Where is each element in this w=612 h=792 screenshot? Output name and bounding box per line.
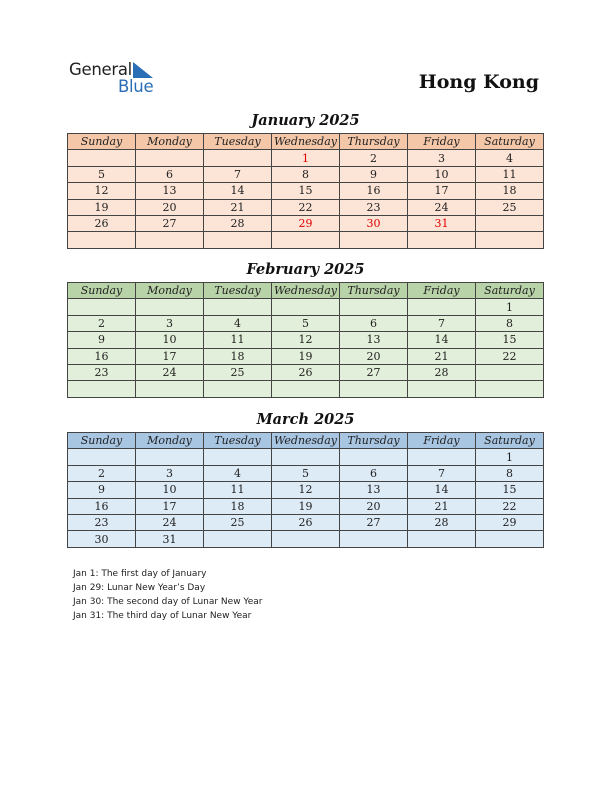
day-cell: 14 — [204, 183, 272, 199]
empty-day-cell — [68, 232, 136, 248]
empty-day-cell — [136, 150, 204, 166]
week-row — [68, 465, 544, 481]
day-cell: 8 — [476, 465, 544, 481]
day-cell: 13 — [340, 332, 408, 348]
weekday-header: Monday — [136, 134, 204, 150]
day-cell: 15 — [476, 332, 544, 348]
day-cell: 27 — [136, 215, 204, 231]
country-title: Hong Kong — [418, 71, 539, 93]
week-row — [68, 215, 544, 231]
day-cell: 18 — [204, 498, 272, 514]
week-row — [68, 183, 544, 199]
logo-word-blue: Blue — [118, 77, 154, 96]
week-row — [68, 364, 544, 380]
weekday-header: Sunday — [68, 134, 136, 150]
day-cell: 7 — [204, 166, 272, 182]
week-row — [68, 482, 544, 498]
day-cell: 26 — [68, 215, 136, 231]
day-cell: 27 — [340, 514, 408, 530]
day-cell: 3 — [136, 315, 204, 331]
empty-day-cell — [272, 531, 340, 547]
day-cell: 16 — [68, 498, 136, 514]
weekday-header: Saturday — [476, 134, 544, 150]
empty-day-cell — [68, 299, 136, 315]
empty-day-cell — [204, 449, 272, 465]
week-row — [68, 150, 544, 166]
week-row — [68, 381, 544, 397]
empty-day-cell — [476, 232, 544, 248]
day-cell: 28 — [408, 514, 476, 530]
holiday-note: Jan 1: The first day of January — [73, 569, 207, 579]
day-cell: 1 — [476, 449, 544, 465]
empty-day-cell — [272, 449, 340, 465]
empty-day-cell — [476, 531, 544, 547]
day-cell: 15 — [272, 183, 340, 199]
weekday-header: Saturday — [476, 433, 544, 449]
day-cell: 16 — [68, 348, 136, 364]
empty-day-cell — [136, 299, 204, 315]
day-cell: 14 — [408, 482, 476, 498]
weekday-header-row — [68, 134, 544, 150]
day-cell: 16 — [340, 183, 408, 199]
day-cell: 30 — [68, 531, 136, 547]
day-cell: 29 — [272, 215, 340, 231]
day-cell: 11 — [204, 482, 272, 498]
day-cell: 12 — [272, 332, 340, 348]
day-cell: 22 — [272, 199, 340, 215]
empty-day-cell — [204, 232, 272, 248]
weekday-header: Sunday — [68, 283, 136, 299]
empty-day-cell — [476, 381, 544, 397]
week-row — [68, 348, 544, 364]
logo-word-general: General — [69, 60, 132, 79]
week-row — [68, 531, 544, 547]
day-cell: 17 — [408, 183, 476, 199]
empty-day-cell — [272, 232, 340, 248]
day-cell: 19 — [68, 199, 136, 215]
empty-day-cell — [272, 381, 340, 397]
day-cell: 30 — [340, 215, 408, 231]
day-cell: 4 — [204, 315, 272, 331]
calendar-march — [67, 432, 544, 548]
weekday-header-row — [68, 433, 544, 449]
empty-day-cell — [136, 232, 204, 248]
day-cell: 24 — [136, 514, 204, 530]
day-cell: 20 — [136, 199, 204, 215]
empty-day-cell — [340, 232, 408, 248]
day-cell: 4 — [476, 150, 544, 166]
day-cell: 27 — [340, 364, 408, 380]
week-row — [68, 449, 544, 465]
day-cell: 18 — [476, 183, 544, 199]
day-cell: 24 — [136, 364, 204, 380]
holiday-note: Jan 29: Lunar New Year’s Day — [73, 583, 206, 593]
day-cell: 20 — [340, 498, 408, 514]
day-cell: 21 — [204, 199, 272, 215]
month-title-march: March 2025 — [256, 411, 355, 428]
day-cell: 9 — [68, 332, 136, 348]
empty-day-cell — [68, 150, 136, 166]
empty-day-cell — [408, 381, 476, 397]
day-cell: 5 — [68, 166, 136, 182]
day-cell: 28 — [204, 215, 272, 231]
day-cell: 12 — [68, 183, 136, 199]
weekday-header-row — [68, 283, 544, 299]
empty-day-cell — [204, 381, 272, 397]
empty-day-cell — [408, 531, 476, 547]
weekday-header: Saturday — [476, 283, 544, 299]
weekday-header: Friday — [408, 283, 476, 299]
holiday-notes — [73, 567, 262, 623]
weekday-header: Monday — [136, 433, 204, 449]
day-cell: 21 — [408, 498, 476, 514]
day-cell: 17 — [136, 348, 204, 364]
day-cell: 19 — [272, 348, 340, 364]
empty-day-cell — [476, 215, 544, 231]
weekday-header: Thursday — [340, 134, 408, 150]
day-cell: 1 — [272, 150, 340, 166]
empty-day-cell — [136, 449, 204, 465]
day-cell: 21 — [408, 348, 476, 364]
day-cell: 2 — [68, 315, 136, 331]
weekday-header: Friday — [408, 433, 476, 449]
day-cell: 9 — [68, 482, 136, 498]
day-cell: 8 — [272, 166, 340, 182]
day-cell: 5 — [272, 315, 340, 331]
weekday-header: Sunday — [68, 433, 136, 449]
day-cell: 9 — [340, 166, 408, 182]
weekday-header: Thursday — [340, 283, 408, 299]
day-cell: 26 — [272, 514, 340, 530]
week-row — [68, 232, 544, 248]
empty-day-cell — [204, 531, 272, 547]
day-cell: 11 — [476, 166, 544, 182]
weekday-header: Friday — [408, 134, 476, 150]
day-cell: 2 — [68, 465, 136, 481]
day-cell: 6 — [340, 465, 408, 481]
day-cell: 13 — [136, 183, 204, 199]
weekday-header: Tuesday — [204, 134, 272, 150]
day-cell: 28 — [408, 364, 476, 380]
day-cell: 3 — [408, 150, 476, 166]
day-cell: 11 — [204, 332, 272, 348]
holiday-note: Jan 31: The third day of Lunar New Year — [73, 611, 252, 621]
calendar-february — [67, 282, 544, 398]
day-cell: 7 — [408, 465, 476, 481]
day-cell: 25 — [204, 364, 272, 380]
weekday-header: Tuesday — [204, 433, 272, 449]
week-row — [68, 514, 544, 530]
logo — [69, 60, 169, 96]
day-cell: 29 — [476, 514, 544, 530]
empty-day-cell — [136, 381, 204, 397]
week-row — [68, 166, 544, 182]
empty-day-cell — [204, 150, 272, 166]
day-cell: 14 — [408, 332, 476, 348]
day-cell: 23 — [340, 199, 408, 215]
day-cell: 22 — [476, 498, 544, 514]
weekday-header: Thursday — [340, 433, 408, 449]
month-title-february: February 2025 — [246, 261, 365, 278]
empty-day-cell — [272, 299, 340, 315]
day-cell: 23 — [68, 364, 136, 380]
weekday-header: Wednesday — [272, 134, 340, 150]
week-row — [68, 315, 544, 331]
day-cell: 6 — [340, 315, 408, 331]
empty-day-cell — [408, 449, 476, 465]
day-cell: 4 — [204, 465, 272, 481]
empty-day-cell — [476, 364, 544, 380]
day-cell: 18 — [204, 348, 272, 364]
day-cell: 13 — [340, 482, 408, 498]
empty-day-cell — [340, 299, 408, 315]
empty-day-cell — [408, 299, 476, 315]
day-cell: 24 — [408, 199, 476, 215]
holiday-note: Jan 30: The second day of Lunar New Year — [73, 597, 263, 607]
day-cell: 7 — [408, 315, 476, 331]
weekday-header: Monday — [136, 283, 204, 299]
day-cell: 10 — [408, 166, 476, 182]
day-cell: 10 — [136, 332, 204, 348]
day-cell: 23 — [68, 514, 136, 530]
calendar-january — [67, 133, 544, 249]
day-cell: 25 — [476, 199, 544, 215]
day-cell: 6 — [136, 166, 204, 182]
weekday-header: Tuesday — [204, 283, 272, 299]
day-cell: 5 — [272, 465, 340, 481]
day-cell: 20 — [340, 348, 408, 364]
week-row — [68, 299, 544, 315]
day-cell: 10 — [136, 482, 204, 498]
day-cell: 26 — [272, 364, 340, 380]
weekday-header: Wednesday — [272, 283, 340, 299]
day-cell: 25 — [204, 514, 272, 530]
week-row — [68, 332, 544, 348]
day-cell: 19 — [272, 498, 340, 514]
week-row — [68, 199, 544, 215]
logo-triangle-icon — [133, 62, 153, 78]
day-cell: 1 — [476, 299, 544, 315]
empty-day-cell — [408, 232, 476, 248]
day-cell: 3 — [136, 465, 204, 481]
empty-day-cell — [68, 381, 136, 397]
day-cell: 8 — [476, 315, 544, 331]
day-cell: 12 — [272, 482, 340, 498]
empty-day-cell — [340, 531, 408, 547]
month-title-january: January 2025 — [251, 112, 360, 129]
empty-day-cell — [340, 449, 408, 465]
day-cell: 31 — [408, 215, 476, 231]
week-row — [68, 498, 544, 514]
empty-day-cell — [204, 299, 272, 315]
day-cell: 22 — [476, 348, 544, 364]
day-cell: 2 — [340, 150, 408, 166]
day-cell: 17 — [136, 498, 204, 514]
empty-day-cell — [340, 381, 408, 397]
weekday-header: Wednesday — [272, 433, 340, 449]
day-cell: 31 — [136, 531, 204, 547]
day-cell: 15 — [476, 482, 544, 498]
empty-day-cell — [68, 449, 136, 465]
